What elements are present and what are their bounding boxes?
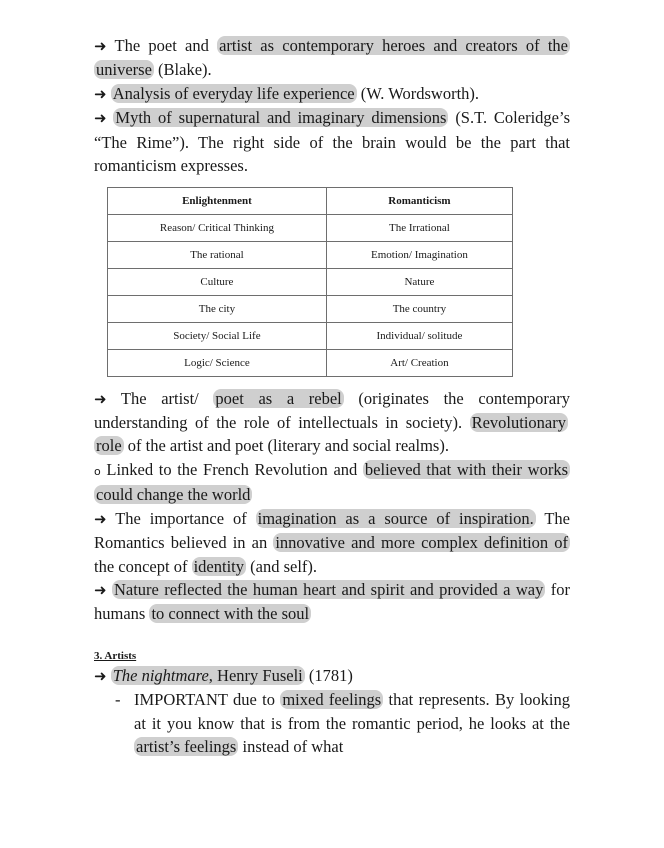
text: Linked to the French Revolution and (100, 459, 363, 479)
paragraph-french-revolution (94, 458, 570, 507)
paragraph-rebel (94, 387, 570, 458)
text: The Romantics believed in an (94, 508, 570, 553)
arrow-icon: ➜ (94, 389, 107, 408)
table-cell: The city (108, 296, 327, 323)
table-cell: Culture (108, 269, 327, 296)
text: that represents. By looking at it you know that is from the romantic period, he looks at the (134, 690, 570, 733)
arrow-icon: ➜ (94, 666, 107, 685)
text: The importance of (106, 508, 256, 528)
table-cell: Individual/ solitude (326, 322, 512, 349)
header-enlightenment: Enlightenment (108, 188, 327, 215)
table-row (108, 269, 513, 296)
table-row (108, 242, 513, 269)
table-cell: Logic/ Science (108, 349, 327, 376)
table-cell: The country (326, 296, 512, 323)
text: (and self). (246, 556, 318, 576)
text: the concept of (94, 556, 192, 576)
document-page (94, 34, 570, 758)
paragraph-blake (94, 34, 570, 82)
highlight: to connect with the soul (151, 604, 310, 624)
text: instead of what (238, 736, 344, 756)
arrow-icon: ➜ (94, 84, 107, 103)
highlight: poet as a rebel (215, 388, 342, 408)
header-romanticism: Romanticism (326, 188, 512, 215)
highlight: Revolutionary role (96, 413, 566, 456)
text: The poet and (106, 36, 218, 55)
paragraph-imagination (94, 507, 570, 578)
highlight: believed that with their works could change the world (96, 459, 568, 505)
highlight: Nature reflected the human heart and spirit and provided a way (113, 579, 544, 599)
arrow-icon: ➜ (94, 109, 107, 128)
artwork-title: The nightmare (112, 665, 209, 685)
paragraph-wordsworth (94, 82, 570, 106)
highlight: Myth of supernatural and imaginary dimensions (115, 108, 447, 128)
text: for humans (94, 579, 570, 624)
arrow-icon: ➜ (94, 37, 107, 55)
text: (Blake). (153, 60, 212, 80)
text: (1781) (304, 665, 353, 685)
comparison-table (107, 187, 513, 376)
table-header-row (108, 188, 513, 215)
table-cell: The rational (108, 242, 327, 269)
table-cell: Emotion/ Imagination (326, 242, 512, 269)
table-cell: The Irrational (326, 215, 512, 242)
arrow-icon: ➜ (94, 580, 107, 599)
paragraph-nightmare (94, 664, 570, 688)
table-cell: Art/ Creation (326, 349, 512, 376)
highlight: identity (193, 556, 245, 576)
paragraph-coleridge (94, 106, 570, 177)
artist-name: , Henry Fuseli (208, 665, 303, 685)
table-cell: Nature (326, 269, 512, 296)
text: of the artist and poet (literary and social realms). (123, 436, 449, 456)
circle-bullet-icon: o (94, 464, 101, 478)
table-row (108, 215, 513, 242)
highlight: mixed feelings (282, 690, 382, 710)
highlight (111, 666, 305, 685)
text: (W. Wordsworth). (356, 83, 480, 103)
section-heading: 3. Artists (94, 649, 137, 662)
paragraph-nature (94, 578, 570, 626)
text: The artist/ (106, 388, 214, 408)
arrow-icon: ➜ (94, 509, 107, 528)
table-row (108, 322, 513, 349)
comparison-table-wrap (107, 187, 513, 376)
highlight: artist’s feelings (136, 736, 237, 756)
paragraph-important (94, 688, 570, 758)
highlight: Analysis of everyday life experience (112, 83, 355, 103)
highlight: innovative and more complex definition of (275, 533, 569, 553)
table-cell: Society/ Social Life (108, 322, 327, 349)
highlight: artist as contemporary heroes and creators of the universe (96, 36, 568, 80)
table-row (108, 296, 513, 323)
dash-bullet: - (115, 690, 121, 710)
text: (S.T. Coleridge’s “The Rime”). The right side of the brain would be the part that romanticism expresses. (94, 108, 570, 176)
highlight: imagination as a source of inspiration. (257, 508, 534, 528)
table-row (108, 349, 513, 376)
text: (originates the contemporary understanding of the role of intellectuals in society). (94, 388, 570, 433)
table-cell: Reason/ Critical Thinking (108, 215, 327, 242)
text: IMPORTANT due to (134, 690, 281, 710)
